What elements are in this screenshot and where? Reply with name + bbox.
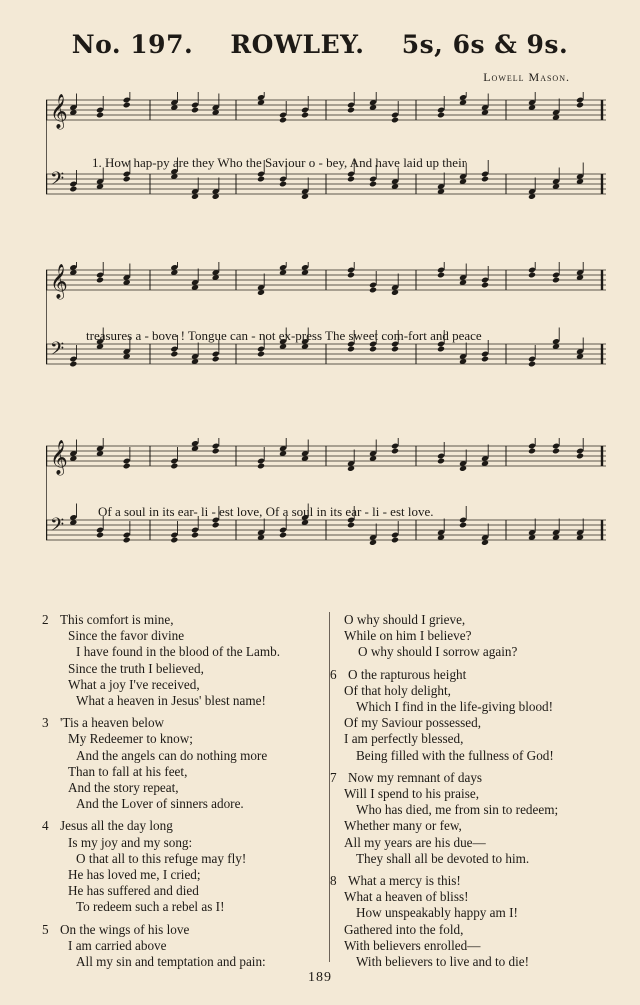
- note-head: [369, 287, 377, 294]
- treble-clef-icon: 𝄞: [50, 94, 68, 129]
- note-head: [347, 522, 355, 529]
- note-head: [170, 351, 178, 358]
- note-head: [191, 532, 199, 539]
- verse-line: Than to fall at his feet,: [68, 763, 188, 779]
- verse-line: What a heaven in Jesus' blest name!: [76, 693, 266, 709]
- note-head: [437, 346, 445, 353]
- verse-line: All my sin and temptation and pain:: [76, 954, 266, 970]
- verse-line: Whether many or few,: [344, 818, 462, 834]
- verse-line: Of my Saviour possessed,: [344, 715, 481, 731]
- note-head: [191, 107, 199, 114]
- note-head: [528, 448, 536, 455]
- note-head: [257, 176, 265, 183]
- stanza-5-continued: [330, 612, 610, 661]
- note-head: [212, 522, 220, 529]
- note-head: [576, 102, 584, 109]
- lyric-line: Of a soul in its ear- li - est love, Of a soul in its ear - li - est love.: [98, 504, 434, 519]
- stanza-7: [330, 770, 610, 867]
- verse-line: To redeem such a rebel as I!: [76, 899, 225, 915]
- music-system-2: [46, 262, 606, 402]
- stanza-8: [330, 873, 610, 970]
- verse-line: Being filled with the fullness of God!: [356, 747, 554, 763]
- note-head: [257, 463, 265, 470]
- verse-line: This comfort is mine,: [60, 612, 174, 627]
- verses-column-left: [42, 612, 327, 976]
- verse-line: Who has died, me from sin to redeem;: [356, 802, 559, 818]
- note-head: [391, 448, 399, 455]
- stanza-number: 7: [330, 769, 337, 785]
- verse-line: O why should I sorrow again?: [358, 644, 518, 660]
- verse-line: Since the favor divine: [68, 628, 185, 644]
- stanza-number: 3: [42, 715, 49, 731]
- verse-line: 'Tis a heaven below: [60, 715, 165, 731]
- music-system-3: [46, 438, 606, 578]
- verse-line: Now my remnant of days: [348, 769, 483, 785]
- verses-column-right: [330, 612, 610, 976]
- note-head: [391, 117, 399, 124]
- note-head: [69, 361, 77, 368]
- verse-line: Since the truth I believed,: [68, 660, 204, 676]
- verse-line: O that all to this refuge may fly!: [76, 850, 247, 866]
- note-head: [552, 277, 560, 284]
- note-head: [481, 282, 489, 289]
- note-head: [437, 272, 445, 279]
- verse-line: Will I spend to his praise,: [344, 786, 479, 802]
- note-head: [257, 351, 265, 358]
- lyric-line: 1. How hap-py are they Who the Saviour o - bey, And have laid up their: [92, 155, 467, 170]
- note-head: [123, 537, 131, 544]
- note-head: [123, 102, 131, 109]
- verse-line: Jesus all the day long: [60, 818, 173, 834]
- verse-line: On the wings of his love: [60, 921, 190, 937]
- verse-line: Gathered into the fold,: [344, 921, 464, 937]
- note-head: [301, 112, 309, 119]
- note-head: [437, 458, 445, 465]
- verse-line: And the story repeat,: [68, 780, 179, 796]
- verse-line: Is my joy and my song:: [68, 834, 193, 850]
- verse-line: While on him I believe?: [344, 628, 472, 644]
- composer: Lowell Mason.: [483, 70, 570, 84]
- verse-line: O the rapturous height: [348, 666, 467, 682]
- meter: 5s, 6s & 9s.: [401, 30, 569, 59]
- note-head: [576, 453, 584, 460]
- verse-line: They shall all be devoted to him.: [356, 850, 530, 866]
- note-head: [212, 448, 220, 455]
- verse-line: What a mercy is this!: [348, 873, 461, 889]
- bass-clef-icon: 𝄢: [50, 339, 65, 364]
- note-head: [481, 176, 489, 183]
- stanza-number: 4: [42, 818, 49, 834]
- note-head: [391, 537, 399, 544]
- page-title: [0, 30, 640, 59]
- lyric-line: treasures a - bove ! Tongue can - not ex-press The sweet com-fort and peace: [86, 328, 482, 343]
- stanza-number: 5: [42, 921, 49, 937]
- note-head: [279, 532, 287, 539]
- note-head: [279, 117, 287, 124]
- stanza-6: [330, 667, 610, 764]
- note-head: [96, 112, 104, 119]
- note-head: [369, 181, 377, 188]
- tune-name: ROWLEY.: [230, 30, 365, 59]
- note-head: [212, 356, 220, 363]
- verse-line: I am perfectly blessed,: [344, 731, 464, 747]
- stanza-4: [42, 818, 327, 915]
- verse-line: All my years are his due—: [344, 834, 486, 850]
- note-head: [96, 277, 104, 284]
- stanza-2: [42, 612, 327, 709]
- note-head: [170, 463, 178, 470]
- verse-line: What a joy I've received,: [68, 676, 200, 692]
- note-head: [347, 176, 355, 183]
- bass-clef-icon: 𝄢: [50, 515, 65, 540]
- note-head: [528, 361, 536, 368]
- verse-line: I have found in the blood of the Lamb.: [76, 644, 280, 660]
- verse-line: With believers to live and to die!: [356, 954, 530, 970]
- note-head: [347, 346, 355, 353]
- verse-line: He has suffered and died: [68, 883, 199, 899]
- treble-clef-icon: 𝄞: [50, 264, 68, 299]
- note-head: [96, 532, 104, 539]
- treble-clef-icon: 𝄞: [50, 440, 68, 475]
- verse-line: Of that holy delight,: [344, 682, 451, 698]
- note-head: [123, 463, 131, 470]
- note-head: [481, 356, 489, 363]
- note-head: [552, 448, 560, 455]
- stanza-number: 8: [330, 873, 337, 889]
- verse-line: I am carried above: [68, 937, 167, 953]
- stanza-number: 6: [330, 666, 337, 682]
- verse-line: What a heaven of bliss!: [344, 889, 469, 905]
- verse-line: My Redeemer to know;: [68, 731, 193, 747]
- note-head: [69, 186, 77, 193]
- note-head: [369, 346, 377, 353]
- verse-line: With believers enrolled—: [344, 937, 481, 953]
- verse-line: And the Lover of sinners adore.: [76, 796, 244, 812]
- note-head: [347, 107, 355, 114]
- note-head: [391, 346, 399, 353]
- bass-clef-icon: 𝄢: [50, 169, 65, 194]
- note-head: [459, 522, 467, 529]
- hymn-number: No. 197.: [71, 30, 194, 59]
- note-head: [279, 181, 287, 188]
- stanza-3: [42, 715, 327, 812]
- stanza-5: [42, 922, 327, 971]
- note-head: [347, 272, 355, 279]
- page-number: 189: [308, 970, 332, 985]
- verse-line: How unspeakably happy am I!: [356, 905, 518, 921]
- note-head: [123, 176, 131, 183]
- note-head: [437, 112, 445, 119]
- note-head: [528, 272, 536, 279]
- stanza-number: 2: [42, 612, 49, 627]
- verse-line: And the angels can do nothing more: [76, 747, 268, 763]
- verse-line: O why should I grieve,: [344, 612, 466, 627]
- note-head: [170, 537, 178, 544]
- verse-line: Which I find in the life-giving blood!: [356, 699, 554, 715]
- music-system-1: [46, 92, 606, 232]
- verse-line: He has loved me, I cried;: [68, 867, 201, 883]
